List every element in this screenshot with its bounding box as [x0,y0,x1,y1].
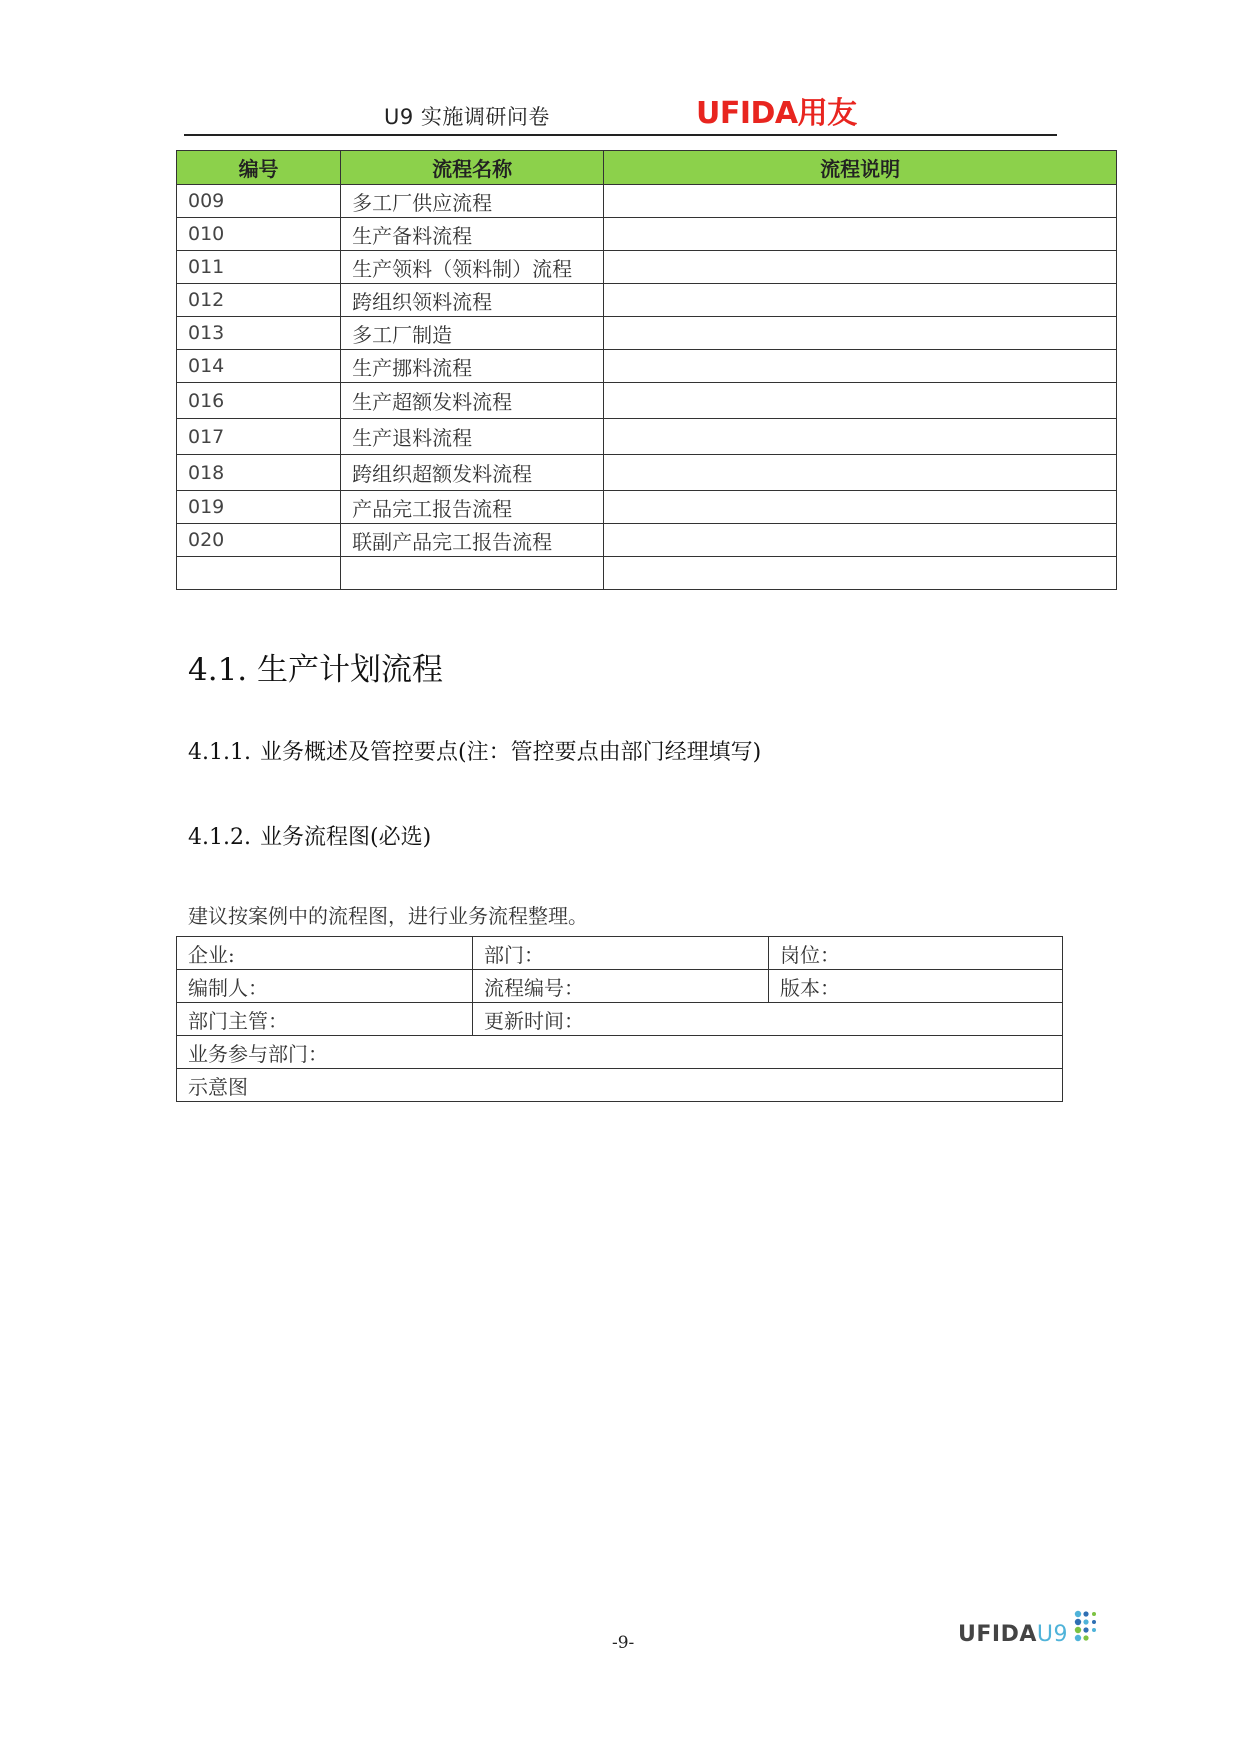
header-divider [184,134,1057,136]
process-desc [604,284,1117,317]
table-row [177,455,1117,491]
section-heading: 4.1. 生产计划流程 [188,652,444,688]
table-row [177,251,1117,284]
process-code: 018 [177,455,341,491]
process-name: 生产退料流程 [341,419,604,455]
process-desc [604,524,1117,557]
process-name: 跨组织领料流程 [341,284,604,317]
subsection-title: 业务流程图(必选) [260,825,432,850]
table-row [177,491,1117,524]
process-code: 012 [177,284,341,317]
logo-text: UFIDA [958,1622,1037,1647]
process-desc [604,218,1117,251]
process-name: 多工厂供应流程 [341,185,604,218]
table-row [177,970,1063,1003]
position-field: 岗位： [769,937,1063,970]
process-name: 联副产品完工报告流程 [341,524,604,557]
department-field: 部门： [473,937,769,970]
process-code: 020 [177,524,341,557]
process-desc [604,317,1117,350]
table-row [177,937,1063,970]
process-desc [604,350,1117,383]
process-desc [604,383,1117,419]
version-field: 版本： [769,970,1063,1003]
process-table [176,150,1117,590]
column-header-name: 流程名称 [341,151,604,185]
process-code: 013 [177,317,341,350]
process-code: 019 [177,491,341,524]
table-row [177,350,1117,383]
ufida-u9-logo [958,1622,1068,1647]
process-code: 011 [177,251,341,284]
column-header-desc: 流程说明 [604,151,1117,185]
process-no-field: 流程编号： [473,970,769,1003]
process-name: 生产超额发料流程 [341,383,604,419]
info-table [176,936,1063,1102]
ufida-logo: UFIDA用友 [696,96,857,131]
table-row [177,557,1117,590]
table-row [177,185,1117,218]
process-code [177,557,341,590]
document-title: U9 实施调研问卷 [384,105,550,129]
process-desc [604,491,1117,524]
page-number: -9- [612,1633,635,1653]
author-field: 编制人： [177,970,473,1003]
table-row [177,218,1117,251]
process-desc [604,557,1117,590]
table-row [177,1036,1063,1069]
diagram-field: 示意图 [177,1069,1063,1102]
table-header-row [177,151,1117,185]
process-desc [604,251,1117,284]
process-code: 009 [177,185,341,218]
process-code: 016 [177,383,341,419]
subsection-heading-flowchart [188,820,431,851]
intro-paragraph: 建议按案例中的流程图，进行业务流程整理。 [188,904,588,928]
process-desc [604,455,1117,491]
process-desc [604,419,1117,455]
process-name [341,557,604,590]
table-row [177,383,1117,419]
process-name: 生产备料流程 [341,218,604,251]
table-row [177,317,1117,350]
process-code: 017 [177,419,341,455]
process-desc [604,185,1117,218]
column-header-code: 编号 [177,151,341,185]
subsection-number: 4.1.2. [188,825,251,850]
table-row [177,1069,1063,1102]
table-row [177,524,1117,557]
enterprise-field: 企业: [177,937,473,970]
table-row [177,1003,1063,1036]
u9-dots-icon [1072,1608,1100,1648]
process-name: 生产挪料流程 [341,350,604,383]
process-name: 产品完工报告流程 [341,491,604,524]
participants-field: 业务参与部门： [177,1036,1063,1069]
update-time-field: 更新时间： [473,1003,1063,1036]
dept-manager-field: 部门主管： [177,1003,473,1036]
table-row [177,419,1117,455]
process-code: 010 [177,218,341,251]
process-name: 跨组织超额发料流程 [341,455,604,491]
process-name: 多工厂制造 [341,317,604,350]
process-code: 014 [177,350,341,383]
process-name: 生产领料（领料制）流程 [341,251,604,284]
subsection-heading-overview [188,735,761,766]
subsection-title: 业务概述及管控要点(注：管控要点由部门经理填写) [260,740,762,765]
table-row [177,284,1117,317]
subsection-number: 4.1.1. [188,740,251,765]
logo-suffix: U9 [1036,1622,1068,1647]
